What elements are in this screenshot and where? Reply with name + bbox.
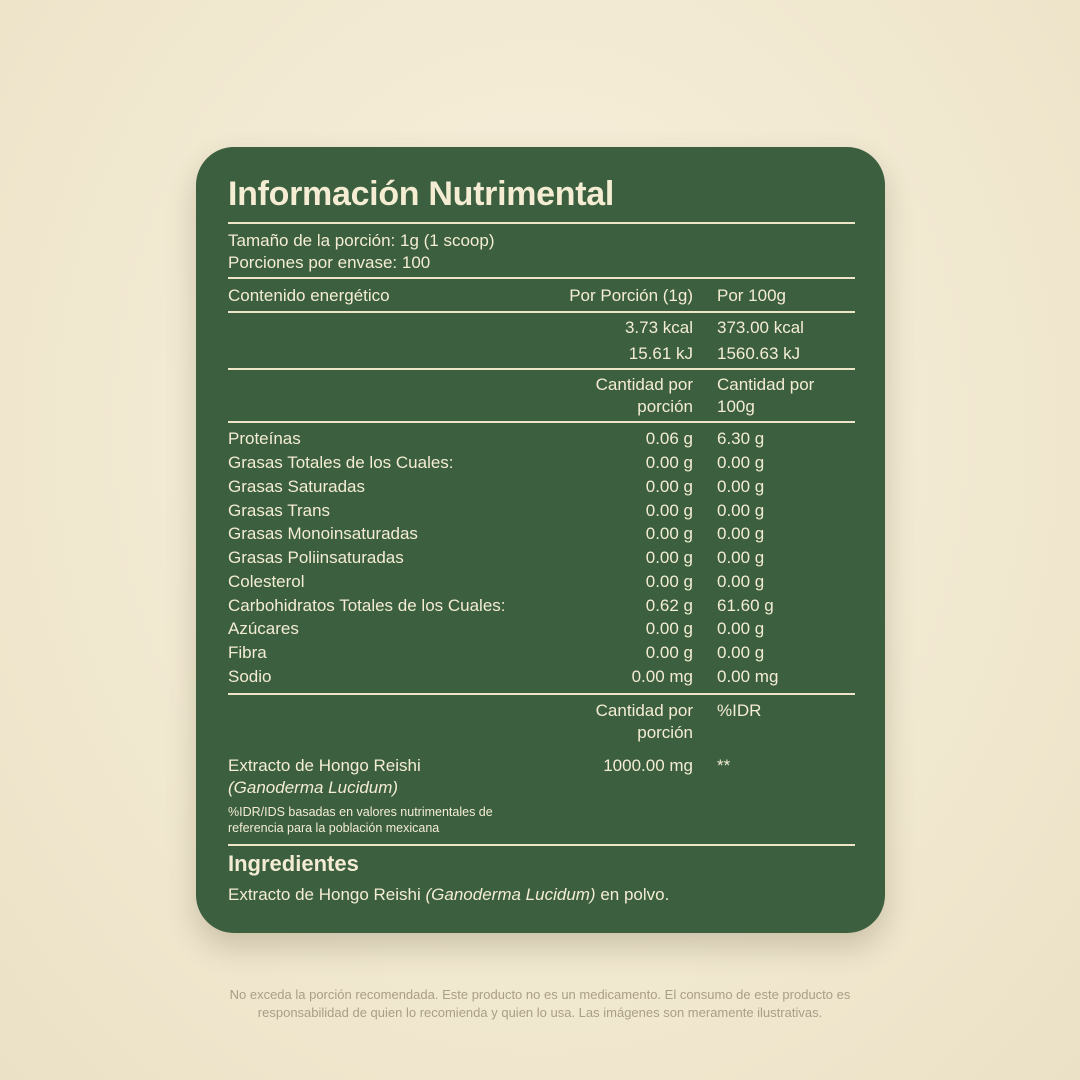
- disclaimer-line1: No exceda la porción recomendada. Este producto no es un medicamento. El consumo de este producto es: [229, 987, 851, 1002]
- nutrient-name: Colesterol: [228, 572, 305, 591]
- disclaimer-line2: responsabilidad de quien lo recomienda y quien lo usa. Las imágenes son meramente ilustrativas.: [257, 1005, 823, 1020]
- kcal-per-serving: 3.73 kcal: [624, 318, 693, 337]
- disclaimer: [100, 986, 980, 1022]
- nutrient-name: Azúcares: [228, 619, 299, 638]
- nutrient-name: Grasas Totales de los Cuales:: [228, 453, 454, 472]
- nutrient-serving: 0.00 g: [645, 643, 693, 662]
- nutrient-name: Grasas Saturadas: [228, 477, 366, 496]
- extract-col-serving-line1: Cantidad por: [595, 701, 693, 720]
- nutrient-per100: 0.00 g: [717, 453, 765, 472]
- energy-label: Contenido energético: [228, 286, 390, 305]
- divider: [228, 277, 855, 279]
- nutrient-per100: 6.30 g: [717, 429, 765, 448]
- serving-size: Tamaño de la porción: 1g (1 scoop): [228, 231, 495, 250]
- nutrient-serving: 0.62 g: [645, 596, 693, 615]
- energy-col-per-serving: Por Porción (1g): [569, 286, 693, 305]
- nutrient-serving: 0.00 g: [645, 548, 693, 567]
- divider: [228, 311, 855, 313]
- nutrient-serving: 0.00 g: [645, 501, 693, 520]
- nutrient-name: Grasas Monoinsaturadas: [228, 524, 418, 543]
- nutrient-serving: 0.00 g: [645, 619, 693, 638]
- nutrient-per100: 0.00 g: [717, 548, 765, 567]
- divider: [228, 693, 855, 695]
- nutrient-per100: 0.00 g: [717, 643, 765, 662]
- nutrient-name: Grasas Poliinsaturadas: [228, 548, 404, 567]
- nutrient-name: Grasas Trans: [228, 501, 331, 520]
- nutrients-col-serving-line1: Cantidad por: [595, 375, 693, 394]
- extract-idr: **: [717, 756, 731, 775]
- nutrient-name: Carbohidratos Totales de los Cuales:: [228, 596, 506, 615]
- kj-per-serving: 15.61 kJ: [628, 344, 693, 363]
- divider: [228, 844, 855, 846]
- nutrient-per100: 0.00 g: [717, 501, 765, 520]
- divider: [228, 222, 855, 224]
- nutrient-serving: 0.00 g: [645, 453, 693, 472]
- nutrient-name: Proteínas: [228, 429, 301, 448]
- nutrient-per100: 0.00 g: [717, 477, 765, 496]
- extract-serving: 1000.00 mg: [603, 756, 693, 775]
- servings-per-container: Porciones por envase: 100: [228, 253, 431, 272]
- nutrient-per100: 0.00 g: [717, 572, 765, 591]
- nutrient-serving: 0.00 g: [645, 524, 693, 543]
- extract-col-serving-line2: porción: [637, 723, 693, 742]
- idr-note-line1: %IDR/IDS basadas en valores nutrimentales de: [228, 805, 493, 819]
- divider: [228, 421, 855, 423]
- nutrient-serving: 0.00 g: [645, 477, 693, 496]
- energy-col-per-100g: Por 100g: [717, 286, 786, 305]
- divider: [228, 368, 855, 370]
- nutrient-serving: 0.00 g: [645, 572, 693, 591]
- nutrition-facts-card: [196, 147, 885, 933]
- extract-name: Extracto de Hongo Reishi: [228, 756, 421, 775]
- kcal-per-100g: 373.00 kcal: [717, 318, 804, 337]
- kj-per-100g: 1560.63 kJ: [717, 344, 801, 363]
- ingredients-title: Ingredientes: [228, 851, 359, 876]
- nutrients-col-100g-line2: 100g: [717, 397, 755, 416]
- nutrient-name: Fibra: [228, 643, 267, 662]
- ingredients-text: Extracto de Hongo Reishi (Ganoderma Lucidum) en polvo.: [228, 885, 670, 904]
- nutrient-serving: 0.00 mg: [631, 667, 693, 686]
- nutrient-per100: 61.60 g: [717, 596, 774, 615]
- nutrients-col-serving-line2: porción: [637, 397, 693, 416]
- nutrient-per100: 0.00 mg: [717, 667, 779, 686]
- extract-col-idr: %IDR: [717, 701, 762, 720]
- extract-latin-name: (Ganoderma Lucidum): [228, 778, 399, 797]
- nutrient-serving: 0.06 g: [645, 429, 693, 448]
- nutrient-name: Sodio: [228, 667, 272, 686]
- nutrient-per100: 0.00 g: [717, 619, 765, 638]
- idr-note-line2: referencia para la población mexicana: [228, 821, 440, 835]
- nutrient-per100: 0.00 g: [717, 524, 765, 543]
- nutrients-col-100g-line1: Cantidad por: [717, 375, 815, 394]
- label-title: Información Nutrimental: [228, 175, 615, 213]
